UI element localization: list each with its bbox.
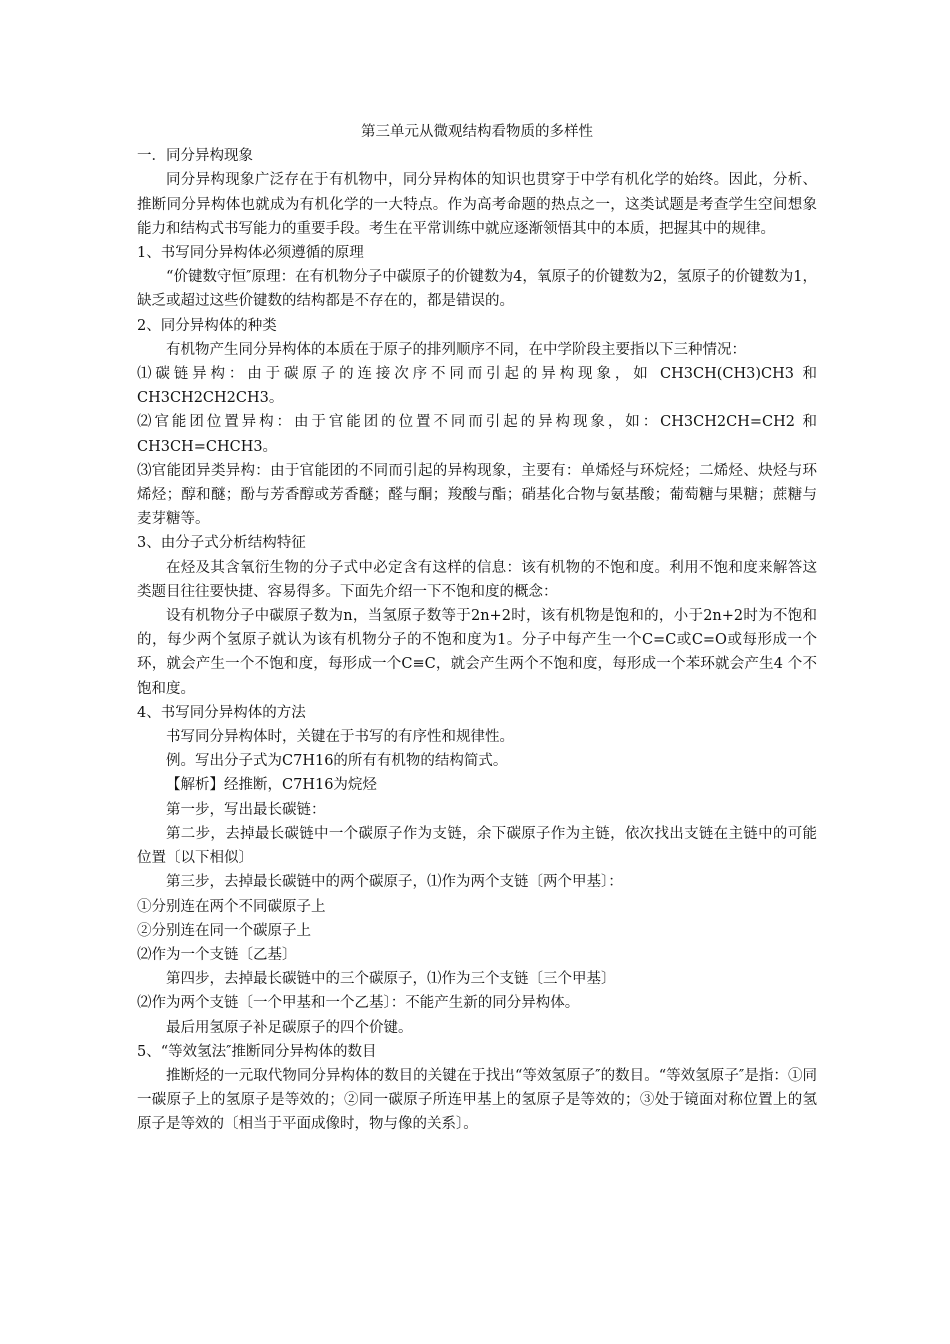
section-heading: 一．同分异构现象 — [137, 148, 253, 165]
paragraph: 同分异构现象广泛存在于有机物中，同分异构体的知识也贯穿于中学有机化学的始终。因此，分析、推断同分异构体也就成为有机化学的一大特点。作为高考命题的热点之一，这类试题是考查学生空间想象能力和结构式书写能力的重要手段。考生在平常训练中就应逐渐领悟其中的本质，把握其中的规律。 — [137, 172, 817, 237]
paragraph: 第二步，去掉最长碳链中一个碳原子作为支链，余下碳原子作为主链，依次找出支链在主链中的可能位置〔以下相似〕 — [137, 825, 817, 867]
paragraph: 第四步，去掉最长碳链中的三个碳原子，⑴作为三个支链〔三个甲基〕 — [166, 971, 616, 988]
list-item: ⑵作为一个支链〔乙基〕 — [137, 946, 297, 963]
section-heading: 2、同分异构体的种类 — [137, 317, 277, 334]
list-item: ②分别连在同一个碳原子上 — [137, 922, 311, 939]
paragraph: 设有机物分子中碳原子数为n，当氢原子数等于2n+2时，该有机物是饱和的，小于2n+2时为不饱和的，每少两个氢原子就认为该有机物分子的不饱和度为1。分子中每产生一个C=C或C=O或每形成一个环，就会产生一个不饱和度，每形成一个C≡C，就会产生两个不饱和度，每形成一个苯环就会产生4 个不饱和度。 — [137, 608, 817, 697]
paragraph: 最后用氢原子补足碳原子的四个价键。 — [166, 1019, 413, 1036]
document-body — [137, 120, 817, 1137]
paragraph: 在烃及其含氧衍生物的分子式中必定含有这样的信息：该有机物的不饱和度。利用不饱和度来解答这类题目往往要快捷、容易得多。下面先介绍一下不饱和度的概念： — [137, 559, 817, 600]
paragraph: 推断烃的一元取代物同分异构体的数目的关键在于找出“等效氢原子″的数目。“等效氢原子″是指：①同一碳原子上的氢原子是等效的；②同一碳原子所连甲基上的氢原子是等效的；③处于镜面对称位置上的氢原子是等效的〔相当于平面成像时，物与像的关系〕。 — [137, 1067, 817, 1133]
list-item: ⑵官能团位置异构：由于官能团的位置不同而引起的异构现象，如：CH3CH2CH=CH2 和 CH3CH=CHCH3。 — [137, 414, 817, 455]
section-heading: 3、由分子式分析结构特征 — [137, 535, 306, 552]
section-heading: 1、书写同分异构体必须遵循的原理 — [137, 245, 364, 262]
list-item: ⑵作为两个支链〔一个甲基和一个乙基〕：不能产生新的同分异构体。 — [137, 995, 580, 1012]
list-item: ⑶官能团异类异构：由于官能团的不同而引起的异构现象，主要有：单烯烃与环烷烃；二烯烃、炔烃与环烯烃；醇和醚；酚与芳香醇或芳香醚；醛与酮；羧酸与酯；硝基化合物与氨基酸；葡萄糖与果糖；蔗糖与麦芽糖等。 — [137, 462, 817, 528]
paragraph: 第三步，去掉最长碳链中的两个碳原子，⑴作为两个支链〔两个甲基〕： — [166, 874, 623, 891]
paragraph: 书写同分异构体时，关键在于书写的有序性和规律性。 — [166, 729, 514, 746]
paragraph: 例。写出分子式为C7H16的所有有机物的结构简式。 — [166, 753, 508, 770]
list-item: ①分别连在两个不同碳原子上 — [137, 898, 326, 915]
paragraph: “价键数守恒″原理：在有机物分子中碳原子的价键数为4，氧原子的价键数为2，氢原子的价键数为1，缺乏或超过这些价键数的结构都是不存在的，都是错误的。 — [137, 269, 817, 310]
document-title: 第三单元从微观结构看物质的多样性 — [361, 124, 593, 140]
list-item: ⑴碳链异构：由于碳原子的连接次序不同而引起的异构现象，如 CH3CH(CH3)CH3 和 CH3CH2CH2CH3。 — [137, 366, 817, 407]
paragraph: 【解析】经推断，C7H16为烷烃 — [166, 777, 377, 794]
section-heading: 4、书写同分异构体的方法 — [137, 704, 306, 721]
paragraph: 第一步，写出最长碳链： — [166, 801, 326, 818]
paragraph: 有机物产生同分异构体的本质在于原子的排列顺序不同，在中学阶段主要指以下三种情况： — [166, 341, 746, 358]
section-heading: 5、“等效氢法″推断同分异构体的数目 — [137, 1043, 377, 1060]
